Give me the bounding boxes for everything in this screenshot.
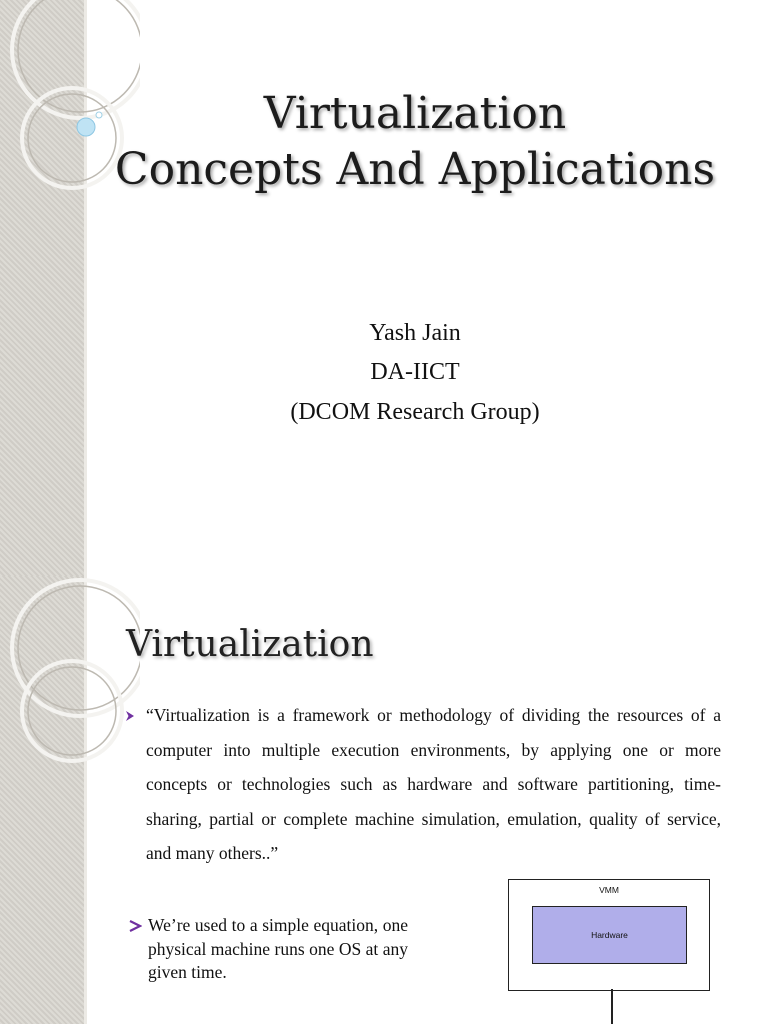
arrow-bullet-icon <box>124 710 136 722</box>
vmm-label: VMM <box>599 885 619 895</box>
quote-paragraph: “Virtualization is a framework or methodology of dividing the resources of a computer into multiple execution environments, by applying one or more concepts or technologies such as hardware and software partitioning, time-sharing, partial or complete machine simulation, emulation, quality of service, and many others..” <box>146 705 721 864</box>
slide-title-line1: Virtualization <box>263 88 567 139</box>
sub-bullet-text: We’re used to a simple equation, one physical machine runs one OS at any given time. <box>148 915 408 982</box>
slide-title-line2: Concepts And Applications <box>114 144 716 195</box>
institution-name: DA-IICT <box>370 359 460 385</box>
chevron-bullet-icon <box>128 919 142 933</box>
vmm-diagram-box <box>508 879 710 991</box>
diagram-connector-line <box>611 989 613 1024</box>
content-slide <box>0 576 768 1024</box>
author-name: Yash Jain <box>369 320 461 346</box>
research-group: (DCOM Research Group) <box>290 399 540 425</box>
decorative-circles <box>0 576 140 776</box>
slide-heading: Virtualization <box>126 624 374 665</box>
hardware-box: Hardware <box>532 906 687 964</box>
